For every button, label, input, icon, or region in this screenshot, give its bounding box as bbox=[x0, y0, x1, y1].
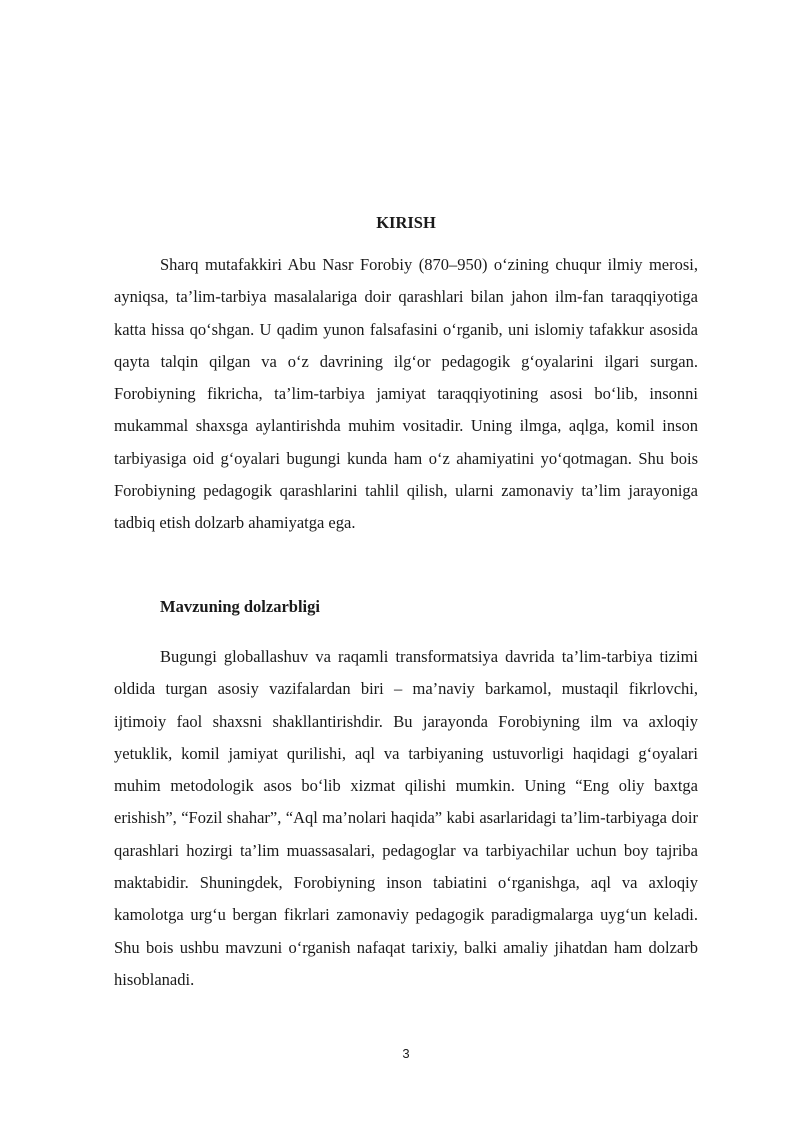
intro-paragraph: Sharq mutafakkiri Abu Nasr Forobiy (870–950) o‘zining chuqur ilmiy merosi, ayniqsa, ta’lim-tarbiya masalalariga doir qarashlari bilan jahon ilm-fan taraqqiyotiga katta hissa qo‘shgan. U qadim yunon falsafasini o‘rganib, uni islomiy tafakkur asosida qayta talqin qilgan va o‘z davrining ilg‘or pedagogik g‘oyalarini ilgari surgan. Forobiyning fikricha, ta’lim-tarbiya jamiyat taraqqiyotining asosi bo‘lib, insonni mukammal shaxsga aylantirishda muhim vositadir. Uning ilmga, aqlga, komil inson tarbiyasiga oid g‘oyalari bugungi kunda ham o‘z ahamiyatini yo‘qotmagan. Shu bois Forobiyning pedagogik qarashlarini tahlil qilish, ularni zamonaviy ta’lim jarayoniga tadbiq etish dolzarb ahamiyatga ega. bbox=[114, 255, 698, 533]
page-number: 3 bbox=[402, 1046, 410, 1061]
subsection-heading: Mavzuning dolzarbligi bbox=[160, 597, 320, 616]
section-heading: KIRISH bbox=[376, 213, 436, 232]
relevance-paragraph: Bugungi globallashuv va raqamli transformatsiya davrida ta’lim-tarbiya tizimi oldida turgan asosiy vazifalardan biri – ma’naviy barkamol, mustaqil fikrlovchi, ijtimoiy faol shaxsni shakllantirishdir. Bu jarayonda Forobiyning ilm va axloqiy yetuklik, komil jamiyat qurilishi, aql va tarbiyaning ustuvorligi haqidagi g‘oyalari muhim metodologik asos bo‘lib xizmat qilishi mumkin. Uning “Eng oliy baxtga erishish”, “Fozil shahar”, “Aql ma’nolari haqida” kabi asarlaridagi ta’lim-tarbiyaga doir qarashlari hozirgi ta’lim muassasalari, pedagoglar va tarbiyachilar uchun boy tajriba maktabidir. Shuningdek, Forobiyning inson tabiatini o‘rganishga, aql va axloqiy kamolotga urg‘u bergan fikrlari zamonaviy pedagogik paradigmalarga uyg‘un keladi. Shu bois ushbu mavzuni o‘rganish nafaqat tarixiy, balki amaliy jihatdan ham dolzarb hisoblanadi. bbox=[114, 647, 698, 989]
document-page bbox=[114, 0, 698, 1131]
